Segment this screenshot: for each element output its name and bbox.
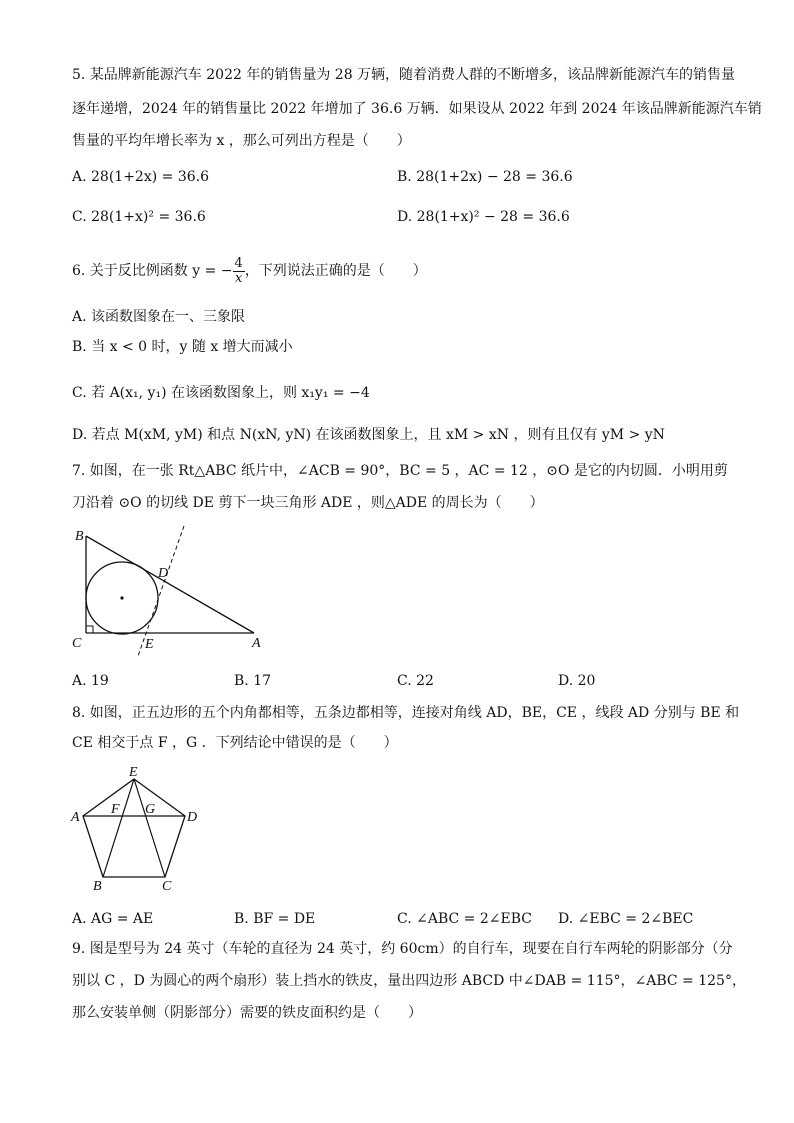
q6-fraction <box>233 257 245 286</box>
q8-option-a: A. AG = AE <box>72 911 154 927</box>
q7-option-d: D. 20 <box>558 673 596 689</box>
q8-line-2: CE 相交于点 F ，G ．下列结论中错误的是（ ） <box>72 735 398 751</box>
q7-right-angle-mark <box>86 626 93 633</box>
q7-label-d: D <box>158 566 169 581</box>
q5-line-1: 5. 某品牌新能源汽车 2022 年的销售量为 28 万辆，随着消费人群的不断增多，该品牌新能源汽车的销售量 <box>72 67 736 83</box>
q7-option-b: B. 17 <box>234 673 272 689</box>
q5-option-a: A. 28(1+2x) = 36.6 <box>72 169 209 185</box>
q7-line-1: 7. 如图，在一张 Rt△ABC 纸片中，∠ACB = 90°，BC = 5 ，AC = 12 ，⊙O 是它的内切圆．小明用剪 <box>72 463 728 479</box>
q6-option-a: A. 该函数图象在一、三象限 <box>72 309 246 325</box>
q8-figure <box>68 764 208 892</box>
q8-diagonal-be <box>103 779 134 877</box>
q6-stem-post: ，下列说法正确的是（ ） <box>244 263 427 279</box>
q7-label-a: A <box>252 636 261 651</box>
q7-label-c: C <box>72 636 82 651</box>
q8-line-1: 8. 如图，正五边形的五个内角都相等，五条边都相等，连接对角线 AD，BE，CE ，线段 AD 分别与 BE 和 <box>72 705 740 721</box>
q9-line-1: 9. 图是型号为 24 英寸（车轮的直径为 24 英寸，约 60cm）的自行车，现要在自行车两轮的阴影部分（分 <box>72 941 733 957</box>
q8-pentagon <box>83 779 185 877</box>
q9-line-2: 别以 C ，D 为圆心的两个扇形）装上挡水的铁皮，量出四边形 ABCD 中∠DAB = 115°，∠ABC = 125°， <box>72 973 746 989</box>
q5-option-b: B. 28(1+2x) − 28 = 36.6 <box>397 169 573 185</box>
q9-line-3: 那么安装单侧（阴影部分）需要的铁皮面积约是（ ） <box>72 1005 422 1021</box>
q7-line-2: 刀沿着 ⊙O 的切线 DE 剪下一块三角形 ADE ，则△ADE 的周长为（ ） <box>72 495 544 511</box>
q5-option-c: C. 28(1+x)² = 36.6 <box>72 209 206 225</box>
q8-option-b: B. BF = DE <box>234 911 316 927</box>
q8-label-a: A <box>71 810 80 825</box>
q6-option-b: B. 当 x < 0 时，y 随 x 增大而减小 <box>72 339 293 355</box>
q8-label-d: D <box>187 810 198 825</box>
q8-label-b: B <box>93 879 102 892</box>
q8-option-c: C. ∠ABC = 2∠EBC <box>397 911 532 927</box>
q7-label-b: B <box>75 529 84 544</box>
q5-option-d: D. 28(1+x)² − 28 = 36.6 <box>397 209 570 225</box>
q8-label-g: G <box>145 802 156 817</box>
q6-fraction-denominator: x <box>235 270 243 286</box>
q7-triangle <box>86 536 254 633</box>
q7-option-c: C. 22 <box>397 673 434 689</box>
q8-label-f: F <box>111 802 120 817</box>
q6-fraction-numerator: 4 <box>234 255 243 271</box>
q8-label-e: E <box>129 765 138 780</box>
q8-diagonal-ce <box>134 779 165 877</box>
q6-stem-pre: 6. 关于反比例函数 y = − <box>72 263 233 279</box>
q7-figure <box>66 524 276 660</box>
q5-line-2: 逐年递增，2024 年的销售量比 2022 年增加了 36.6 万辆．如果设从 2022 年到 2024 年该品牌新能源汽车销 <box>72 101 762 117</box>
q6-option-c: C. 若 A(x₁, y₁) 在该函数图象上，则 x₁y₁ = −4 <box>72 385 370 401</box>
q7-option-a: A. 19 <box>72 673 109 689</box>
q6-option-d: D. 若点 M(xM, yM) 和点 N(xN, yN) 在该函数图象上，且 xM > xN ，则有且仅有 yM > yN <box>72 427 665 443</box>
q7-center-dot <box>120 596 123 599</box>
q7-label-e: E <box>145 637 154 652</box>
q6-stem <box>72 256 427 286</box>
q5-line-3: 售量的平均年增长率为 x ，那么可列出方程是（ ） <box>72 133 411 149</box>
q8-option-d: D. ∠EBC = 2∠BEC <box>558 911 694 927</box>
q8-label-c: C <box>162 879 172 892</box>
